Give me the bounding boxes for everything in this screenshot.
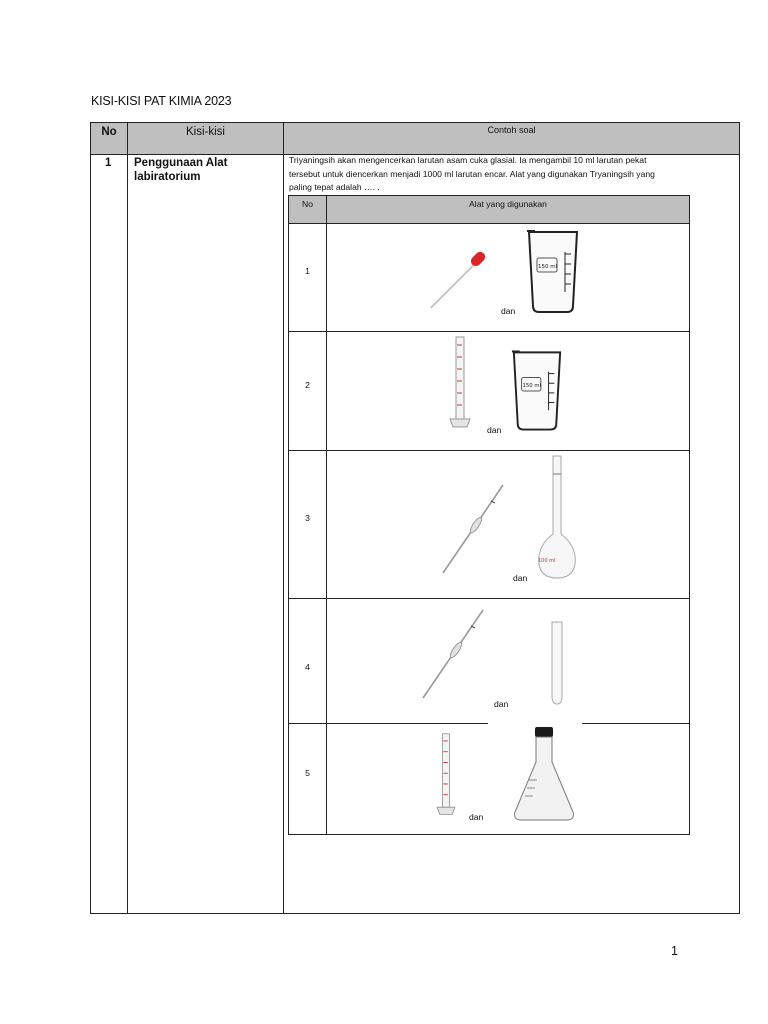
connector-dan: dan bbox=[501, 306, 516, 316]
question-line-1: Triyaningsih akan mengencerkan larutan asam cuka glasial. Ia mengambil 10 ml larutan pekat bbox=[289, 155, 647, 165]
question-text bbox=[289, 154, 741, 195]
question-line-2: tersebut untuk diencerkan menjadi 1000 ml larutan encar. Alat yang digunakan Tryaningsih yang bbox=[289, 168, 655, 179]
test-tube-icon bbox=[548, 620, 566, 706]
option-number: 5 bbox=[305, 768, 310, 778]
kisi-line-2: labiratorium bbox=[134, 171, 201, 183]
connector-dan: dan bbox=[487, 425, 502, 435]
beaker-label: 150 ml bbox=[538, 264, 558, 270]
svg-text:100 ml: 100 ml bbox=[538, 558, 556, 564]
options-table bbox=[288, 195, 690, 835]
graduated-cylinder-icon bbox=[433, 732, 459, 818]
options-header-no: No bbox=[302, 199, 313, 209]
connector-dan: dan bbox=[513, 573, 528, 583]
volumetric-pipette-icon bbox=[439, 481, 509, 576]
option-number: 2 bbox=[305, 380, 310, 390]
connector-dan: dan bbox=[494, 699, 509, 709]
header-kisi: Kisi-kisi bbox=[186, 126, 225, 138]
beaker-icon bbox=[525, 228, 581, 314]
question-line-3: paling tepat adalah …. . bbox=[289, 182, 380, 192]
dropper-pipette-icon bbox=[429, 246, 493, 310]
line-gap bbox=[488, 721, 582, 724]
option-number: 1 bbox=[305, 266, 310, 276]
kisi-text bbox=[134, 156, 274, 184]
volumetric-pipette-icon bbox=[417, 606, 491, 701]
header-no: No bbox=[101, 126, 117, 138]
document-title: KISI-KISI PAT KIMIA 2023 bbox=[91, 94, 232, 108]
page-number: 1 bbox=[671, 944, 678, 958]
erlenmeyer-flask-icon bbox=[511, 726, 577, 822]
row-number: 1 bbox=[105, 157, 112, 169]
connector-dan: dan bbox=[469, 812, 484, 822]
volumetric-flask-icon bbox=[535, 454, 579, 582]
option-number: 4 bbox=[305, 662, 310, 672]
kisi-line-1: Penggunaan Alat bbox=[134, 157, 228, 169]
graduated-cylinder-icon bbox=[447, 335, 473, 431]
option-number: 3 bbox=[305, 513, 310, 523]
options-header-alat: Alat yang digunakan bbox=[469, 199, 547, 209]
beaker-icon bbox=[510, 348, 564, 432]
header-contoh: Contoh soal bbox=[487, 125, 536, 135]
beaker-label: 150 ml bbox=[522, 383, 541, 390]
